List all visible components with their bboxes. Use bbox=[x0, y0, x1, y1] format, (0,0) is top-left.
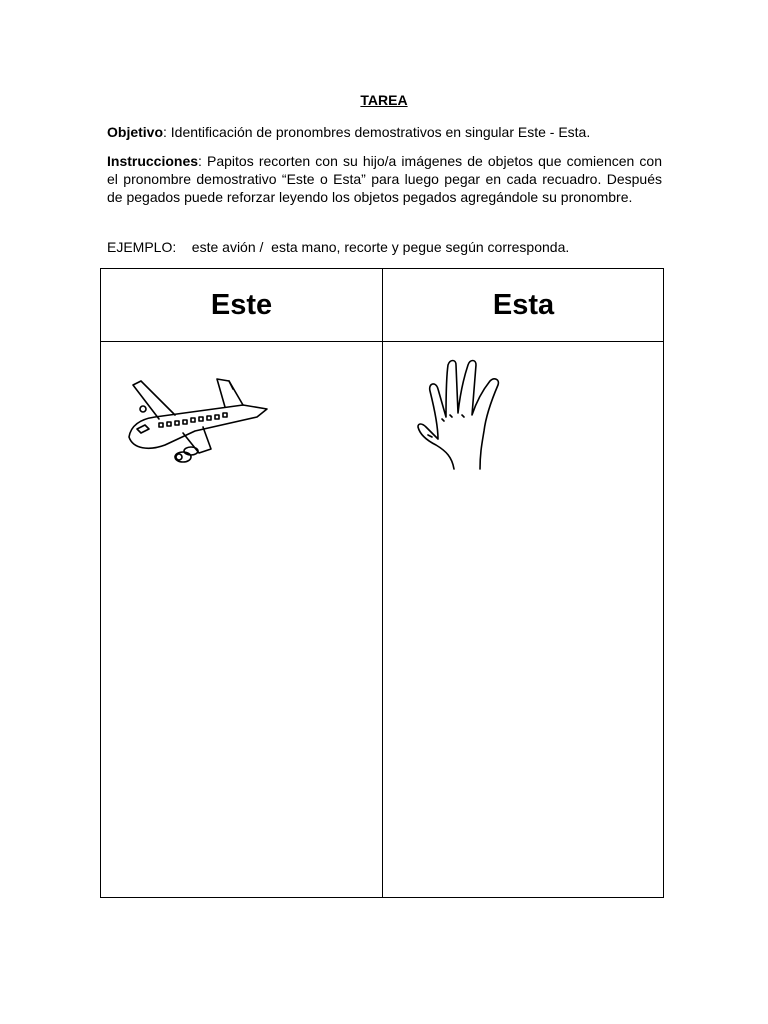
column-divider bbox=[382, 269, 383, 897]
page-title: TAREA bbox=[360, 92, 408, 108]
instructions-text: : Papitos recorten con su hijo/a imágenes de objetos que comiencen con el pronombre demostrativo “Este o Esta” para luego pegar en cada recuadro. Después de pegados puede reforzar leyendo los objetos pegados agregándole su pronombre. bbox=[107, 153, 662, 205]
objective-paragraph bbox=[107, 123, 662, 141]
header-divider bbox=[101, 341, 663, 342]
objective-text: : Identificación de pronombres demostrativos en singular Este - Esta. bbox=[163, 124, 591, 140]
column-header-este: Este bbox=[210, 288, 273, 321]
example-line: EJEMPLO: este avión / esta mano, recorte y pegue según corresponda. bbox=[107, 239, 570, 255]
airplane-icon bbox=[125, 375, 271, 465]
column-header-esta: Esta bbox=[492, 288, 555, 321]
objective-label: Objetivo bbox=[107, 124, 164, 140]
instructions-paragraph bbox=[107, 152, 662, 206]
instructions-label: Instrucciones bbox=[107, 153, 199, 169]
worksheet-table bbox=[100, 268, 664, 898]
hand-icon bbox=[406, 355, 516, 475]
